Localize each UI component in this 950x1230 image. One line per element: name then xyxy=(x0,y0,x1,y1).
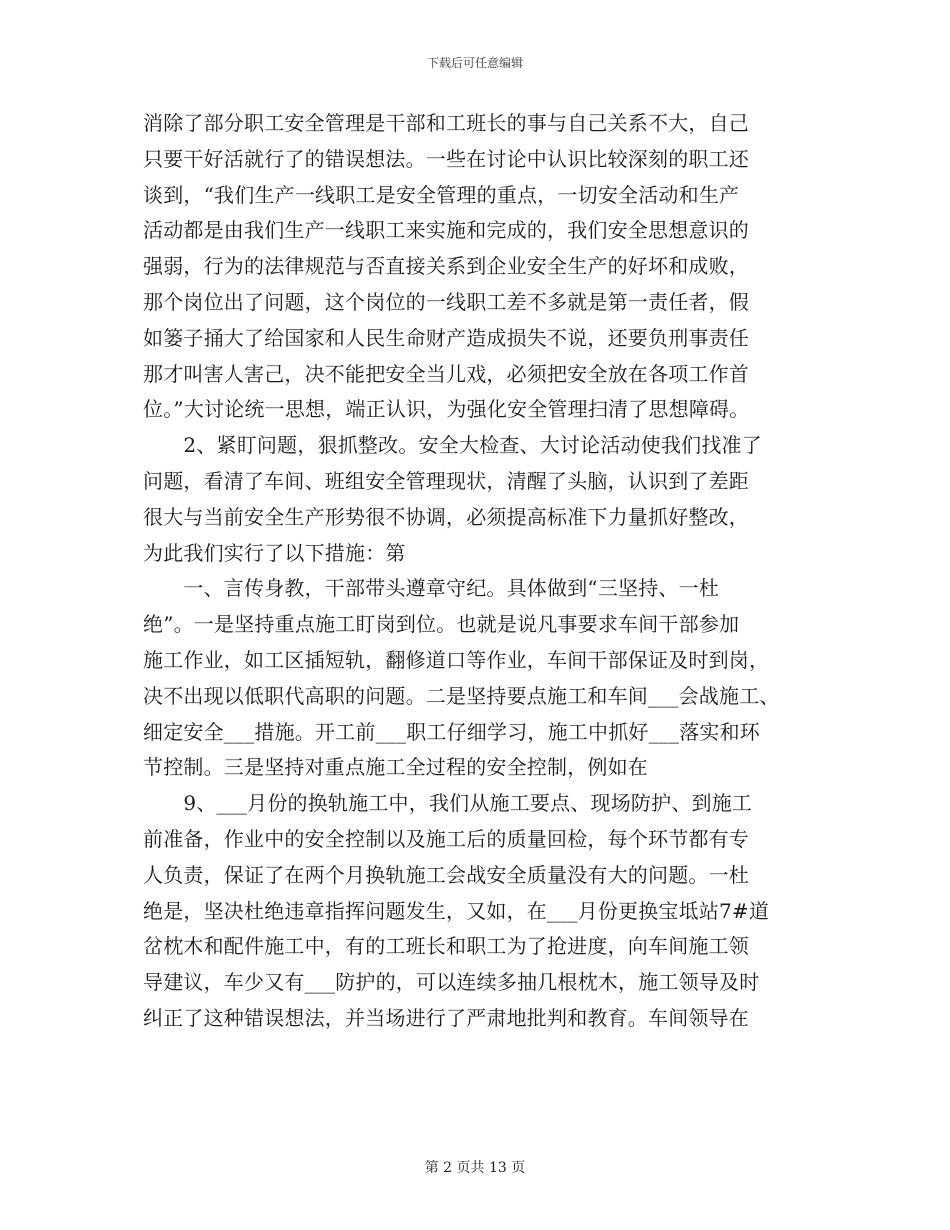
text-line: 如篓子捅大了给国家和人民生命财产造成损失不说，还要负刑事责任 xyxy=(143,325,749,350)
text-line: 9、___月份的换轨施工中，我们从施工要点、现场防护、到施工 xyxy=(143,791,753,816)
text-line: 只要干好活就行了的错误想法。一些在讨论中认识比较深刻的职工还 xyxy=(143,146,749,171)
document-body xyxy=(143,106,823,1037)
text-line: 消除了部分职工安全管理是干部和工班长的事与自己关系不大，自己 xyxy=(143,111,749,135)
text-line: 导建议，车少又有___防护的，可以连续多抽几根枕木，施工领导及时 xyxy=(143,970,760,995)
text-line: 一、言传身教，干部带头遵章守纪。具体做到“三坚持、一杜 xyxy=(143,576,720,601)
text-line: 那才叫害人害己，决不能把安全当儿戏，必须把安全放在各项工作首 xyxy=(143,361,749,386)
text-line: 决不出现以低职代高职的问题。二是坚持要点施工和车间___会战施工、 xyxy=(143,683,780,708)
text-line: 人负责，保证了在两个月换轨施工会战安全质量没有大的问题。一杜 xyxy=(143,862,749,887)
text-line: 岔枕木和配件施工中，有的工班长和职工为了抢进度，向车间施工领 xyxy=(143,934,749,959)
text-line: 问题，看清了车间、班组安全管理现状，清醒了头脑，认识到了差距 xyxy=(143,468,749,493)
page-header: 下载后可任意编辑 xyxy=(426,56,523,70)
text-line: 活动都是由我们生产一线职工来实施和完成的，我们安全思想意识的 xyxy=(143,218,749,243)
text-line: 那个岗位出了问题，这个岗位的一线职工差不多就是第一责任者，假 xyxy=(143,289,749,314)
text-line: 谈到，“我们生产一线职工是安全管理的重点，一切安全活动和生产 xyxy=(143,182,740,207)
text-line: 绝是，坚决杜绝违章指挥问题发生，又如，在___月份更换宝坻站7#道 xyxy=(143,898,770,923)
text-line: 绝”。一是坚持重点施工盯岗到位。也就是说凡事要求车间干部参加 xyxy=(143,612,740,637)
text-line: 纠正了这种错误想法，并当场进行了严肃地批判和教育。车间领导在 xyxy=(143,1005,749,1030)
text-line: 位。”大讨论统一思想，端正认识，为强化安全管理扫清了思想障碍。 xyxy=(143,397,750,422)
text-line: 前准备，作业中的安全控制以及施工后的质量回检，每个环节都有专 xyxy=(143,826,749,851)
text-line: 很大与当前安全生产形势很不协调，必须提高标准下力量抓好整改， xyxy=(143,504,749,529)
text-line: 2、紧盯问题，狠抓整改。安全大检查、大讨论活动使我们找准了 xyxy=(143,433,762,458)
text-line: 施工作业，如工区插短轨，翻修道口等作业，车间干部保证及时到岗， xyxy=(143,647,770,672)
text-line: 节控制。三是坚持对重点施工全过程的安全控制，例如在 xyxy=(143,755,648,780)
text-line: 为此我们实行了以下措施：第 xyxy=(143,540,406,565)
text-line: 细定安全___措施。开工前___职工仔细学习，施工中抓好___落实和环 xyxy=(143,719,760,744)
page-number: 第 2 页共 13 页 xyxy=(424,1160,526,1176)
text-line: 强弱，行为的法律规范与否直接关系到企业安全生产的好坏和成败， xyxy=(143,254,749,279)
